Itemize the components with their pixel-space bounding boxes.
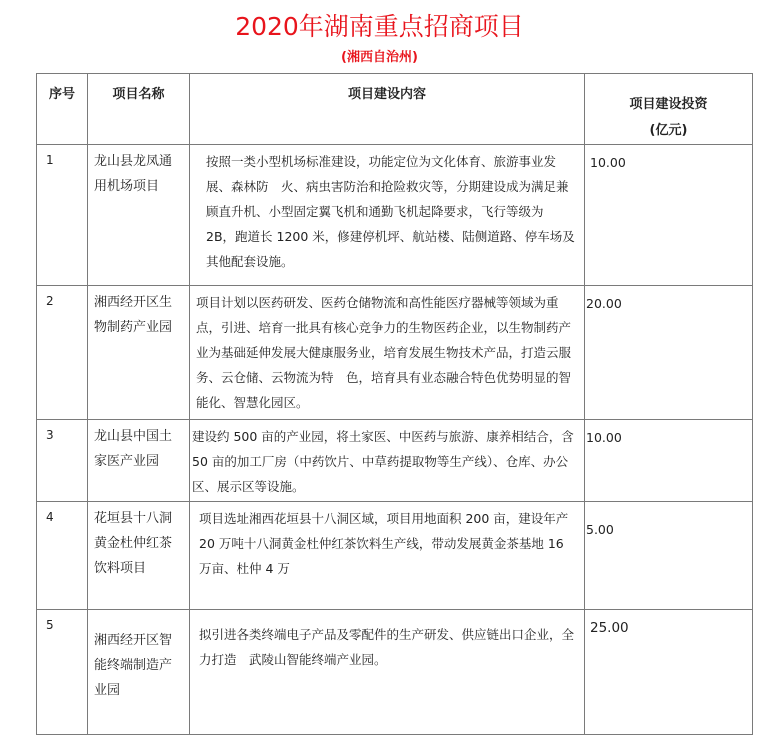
row-content: 项目选址湘西花垣县十八洞区域，项目用地面积 200 亩，建设年产 20 万吨十八洞黄金杜仲红茶饮料生产线，带动发展黄金茶基地 16 万亩、杜仲 4 万 — [190, 502, 585, 610]
row-name: 龙山县龙凤通用机场项目 — [88, 145, 190, 286]
row-name: 湘西经开区生物制药产业园 — [88, 286, 190, 420]
header-no: 序号 — [37, 74, 88, 145]
header-investment-line2: (亿元) — [649, 123, 688, 138]
header-investment — [585, 74, 753, 145]
header-investment-line1: 项目建设投资 — [629, 97, 708, 112]
row-content: 项目计划以医药研发、医药仓储物流和高性能医疗器械等领域为重点，引进、培育一批具有核心竞争力的生物医药企业，以生物制药产业为基础延伸发展大健康服务业，培育发展生物技术产品，打造云服务、云仓储、云物流为特 色，培育具有业态融合特色优势明显的智能化、智慧化园区。 — [190, 286, 585, 420]
row-investment: 5.00 — [585, 502, 753, 610]
row-no: 3 — [37, 420, 88, 502]
row-no: 1 — [37, 145, 88, 286]
header-content: 项目建设内容 — [190, 74, 585, 145]
table-header-row — [37, 74, 753, 145]
table-row — [37, 420, 753, 502]
row-no: 5 — [37, 610, 88, 735]
header-name: 项目名称 — [88, 74, 190, 145]
projects-table — [36, 73, 753, 735]
row-investment: 10.00 — [585, 145, 753, 286]
table-row — [37, 286, 753, 420]
row-name: 花垣县十八洞黄金杜仲红茶饮料项目 — [88, 502, 190, 610]
row-no: 2 — [37, 286, 88, 420]
row-no: 4 — [37, 502, 88, 610]
row-investment: 20.00 — [585, 286, 753, 420]
row-investment: 10.00 — [585, 420, 753, 502]
page-subtitle: (湘西自治州) — [341, 50, 418, 65]
table-row — [37, 502, 753, 610]
page-title: 2020年湖南重点招商项目 — [235, 12, 524, 41]
table-row — [37, 610, 753, 735]
row-content: 拟引进各类终端电子产品及零配件的生产研发、供应链出口企业，全力打造 武陵山智能终端产业园。 — [190, 610, 585, 735]
row-name: 龙山县中国土家医产业园 — [88, 420, 190, 502]
row-content: 按照一类小型机场标准建设，功能定位为文化体育、旅游事业发展、森林防 火、病虫害防治和抢险救灾等，分期建设成为满足兼顾直升机、小型固定翼飞机和通勤飞机起降要求，飞行等级为 2B，跑道长 1200 米，修建停机坪、航站楼、陆侧道路、停车场及其他配套设施。 — [190, 145, 585, 286]
row-name: 湘西经开区智能终端制造产业园 — [88, 610, 190, 735]
table-row — [37, 145, 753, 286]
row-content: 建设约 500 亩的产业园，将土家医、中医药与旅游、康养相结合，含 50 亩的加工厂房（中药饮片、中草药提取物等生产线）、仓库、办公区、展示区等设施。 — [190, 420, 585, 502]
row-investment: 25.00 — [585, 610, 753, 735]
